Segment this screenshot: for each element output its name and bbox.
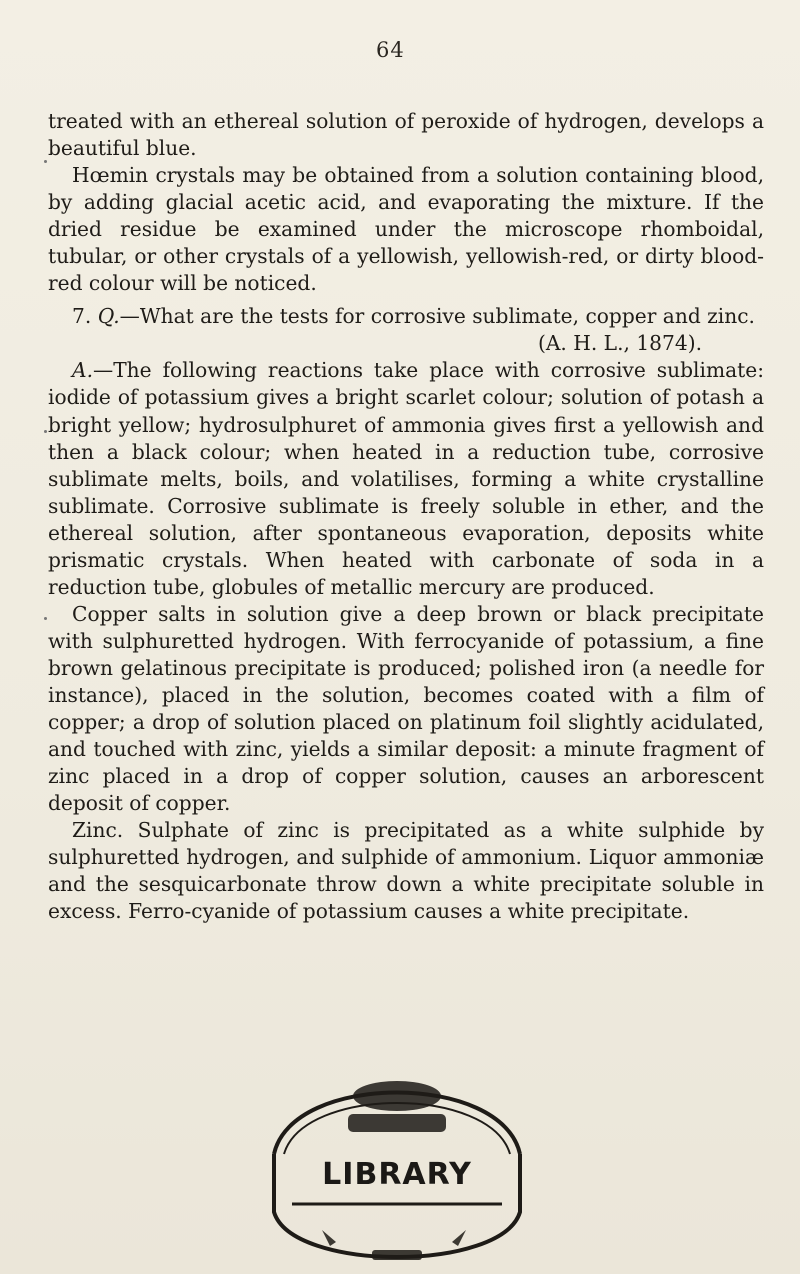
question-7 bbox=[48, 303, 764, 357]
paragraph-haemin: Hœmin crystals may be obtained from a solution containing blood, by adding glacial acetic acid, and evaporating the mixture. If the dried residue be examined under the microscope rhomboidal, tubular, or other crystals of a yellowish, yellowish-red, or dirty blood-red colour will be noticed. bbox=[48, 163, 764, 296]
page-number: 64 bbox=[376, 38, 405, 62]
answer-paragraph bbox=[48, 357, 764, 600]
body-text bbox=[48, 108, 764, 925]
paragraph-zinc: Zinc. Sulphate of zinc is precipitated as a white sulphide by sulphuretted hydrogen, and sulphide of ammonium. Liquor ammoniæ and the sesquicarbonate throw down a white precipitate soluble in excess. Ferro-cyanide of potassium causes a white precipitate. bbox=[48, 818, 764, 924]
question-text: —What are the tests for corrosive sublimate, copper and zinc. bbox=[119, 304, 755, 329]
stamp-label: LIBRARY bbox=[322, 1157, 472, 1192]
paragraph-copper: Copper salts in solution give a deep brown or black precipitate with sulphuretted hydrogen. With ferrocyanide of potassium, a fine brown gelatinous precipitate is produced; polished iron (a needle for instance), placed in the solution, becomes coated with a film of copper; a drop of solution placed on platinum foil slightly acidulated, and touched with zinc, yields a similar deposit: a minute fragment of zinc placed in a drop of copper solution, causes an arborescent deposit of copper. bbox=[48, 601, 764, 816]
print-speck bbox=[44, 160, 47, 163]
question-reference: (A. H. L., 1874). bbox=[537, 331, 702, 356]
paragraph-continuation: treated with an ethereal solution of peroxide of hydrogen, develops a beautiful blue. bbox=[48, 109, 764, 161]
answer-label: A. bbox=[72, 358, 93, 383]
print-speck bbox=[44, 430, 47, 433]
question-label: Q. bbox=[97, 304, 120, 329]
answer-text: —The following reactions take place with corrosive sublimate: iodide of potassium gives a bright scarlet colour; solution of potash a bright yellow; hydrosulphuret of ammonia gives first a yellowish and then a black colour; when heated in a reduction tube, corrosive sublimate melts, boils, and volatilises, forming a white crystalline sublimate. Corrosive sublimate is freely soluble in ether, and the ethereal solution, after spontaneous evaporation, deposits white prismatic crystals. When heated with carbonate of soda in a reduction tube, globules of metallic mercury are produced. bbox=[48, 358, 764, 599]
question-number: 7. bbox=[72, 304, 92, 329]
print-speck bbox=[44, 617, 47, 620]
library-stamp bbox=[252, 1062, 542, 1274]
